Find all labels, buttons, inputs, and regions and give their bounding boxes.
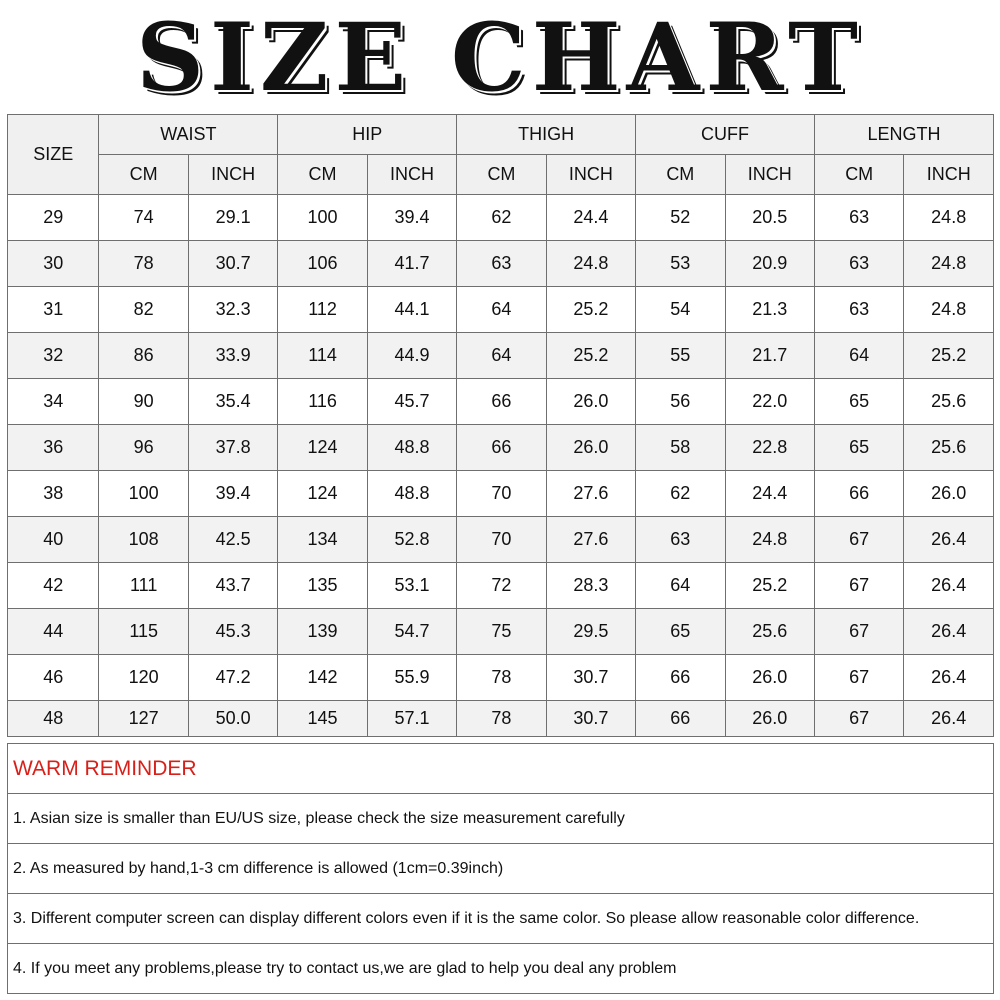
waist-inch-cell: 37.8	[188, 425, 277, 471]
hip-cm-cell: 100	[278, 195, 367, 241]
length-header: LENGTH	[814, 115, 993, 155]
warm-reminder-heading: WARM REMINDER	[8, 744, 994, 794]
size-cell: 46	[8, 655, 99, 701]
thigh-cm-cell: 66	[457, 379, 546, 425]
waist-cm-cell: 100	[99, 471, 188, 517]
cuff-cm-cell: 62	[636, 471, 725, 517]
table-row	[8, 563, 994, 609]
waist-inch-cell: 30.7	[188, 241, 277, 287]
thigh-inch-cell: 30.7	[546, 701, 635, 737]
cuff-inch-cell: 20.9	[725, 241, 814, 287]
thigh-inch-cell: 27.6	[546, 517, 635, 563]
waist-cm-cell: 115	[99, 609, 188, 655]
length-inch-cell: 26.4	[904, 701, 994, 737]
size-cell: 40	[8, 517, 99, 563]
size-cell: 29	[8, 195, 99, 241]
length-inch-cell: 26.4	[904, 563, 994, 609]
length-inch-cell: 25.2	[904, 333, 994, 379]
unit-inch-header: INCH	[546, 155, 635, 195]
hip-inch-cell: 44.9	[367, 333, 456, 379]
hip-inch-cell: 39.4	[367, 195, 456, 241]
hip-cm-cell: 124	[278, 471, 367, 517]
thigh-cm-cell: 66	[457, 425, 546, 471]
hip-inch-cell: 57.1	[367, 701, 456, 737]
cuff-inch-cell: 22.0	[725, 379, 814, 425]
waist-cm-cell: 78	[99, 241, 188, 287]
hip-cm-cell: 114	[278, 333, 367, 379]
thigh-inch-cell: 28.3	[546, 563, 635, 609]
waist-inch-cell: 45.3	[188, 609, 277, 655]
cuff-cm-cell: 66	[636, 701, 725, 737]
hip-cm-cell: 139	[278, 609, 367, 655]
hip-cm-cell: 124	[278, 425, 367, 471]
cuff-inch-cell: 20.5	[725, 195, 814, 241]
table-row	[8, 425, 994, 471]
unit-cm-header: CM	[99, 155, 188, 195]
cuff-cm-cell: 56	[636, 379, 725, 425]
length-cm-cell: 63	[814, 195, 903, 241]
cuff-cm-cell: 53	[636, 241, 725, 287]
length-cm-cell: 67	[814, 701, 903, 737]
waist-inch-cell: 43.7	[188, 563, 277, 609]
reminder-note: 3. Different computer screen can display different colors even if it is the same color. So please allow reasonable color difference.	[8, 894, 994, 944]
hip-inch-cell: 48.8	[367, 425, 456, 471]
size-header: SIZE	[8, 115, 99, 195]
length-cm-cell: 67	[814, 563, 903, 609]
hip-cm-cell: 145	[278, 701, 367, 737]
hip-inch-cell: 55.9	[367, 655, 456, 701]
thigh-cm-cell: 78	[457, 701, 546, 737]
hip-inch-cell: 45.7	[367, 379, 456, 425]
unit-inch-header: INCH	[725, 155, 814, 195]
header-row-units	[8, 155, 994, 195]
cuff-inch-cell: 21.3	[725, 287, 814, 333]
waist-inch-cell: 33.9	[188, 333, 277, 379]
unit-cm-header: CM	[278, 155, 367, 195]
length-cm-cell: 65	[814, 379, 903, 425]
hip-inch-cell: 44.1	[367, 287, 456, 333]
size-cell: 48	[8, 701, 99, 737]
hip-cm-cell: 134	[278, 517, 367, 563]
length-inch-cell: 24.8	[904, 287, 994, 333]
thigh-cm-cell: 64	[457, 333, 546, 379]
cuff-cm-cell: 52	[636, 195, 725, 241]
reminder-table	[7, 743, 994, 994]
cuff-cm-cell: 58	[636, 425, 725, 471]
cuff-inch-cell: 26.0	[725, 655, 814, 701]
waist-inch-cell: 39.4	[188, 471, 277, 517]
length-cm-cell: 64	[814, 333, 903, 379]
waist-cm-cell: 96	[99, 425, 188, 471]
waist-inch-cell: 47.2	[188, 655, 277, 701]
hip-cm-cell: 142	[278, 655, 367, 701]
length-cm-cell: 67	[814, 517, 903, 563]
cuff-cm-cell: 64	[636, 563, 725, 609]
waist-header: WAIST	[99, 115, 278, 155]
size-rows	[8, 195, 994, 737]
thigh-cm-cell: 64	[457, 287, 546, 333]
length-inch-cell: 26.4	[904, 655, 994, 701]
size-cell: 42	[8, 563, 99, 609]
table-row	[8, 701, 994, 737]
length-inch-cell: 25.6	[904, 425, 994, 471]
page-title: SIZE CHART	[136, 3, 864, 113]
waist-inch-cell: 42.5	[188, 517, 277, 563]
thigh-inch-cell: 24.8	[546, 241, 635, 287]
thigh-inch-cell: 26.0	[546, 425, 635, 471]
unit-inch-header: INCH	[188, 155, 277, 195]
length-cm-cell: 63	[814, 287, 903, 333]
hip-inch-cell: 48.8	[367, 471, 456, 517]
thigh-cm-cell: 78	[457, 655, 546, 701]
cuff-inch-cell: 25.2	[725, 563, 814, 609]
cuff-cm-cell: 66	[636, 655, 725, 701]
thigh-cm-cell: 62	[457, 195, 546, 241]
thigh-inch-cell: 29.5	[546, 609, 635, 655]
hip-inch-cell: 54.7	[367, 609, 456, 655]
waist-cm-cell: 120	[99, 655, 188, 701]
length-inch-cell: 26.4	[904, 517, 994, 563]
thigh-inch-cell: 24.4	[546, 195, 635, 241]
thigh-inch-cell: 25.2	[546, 287, 635, 333]
waist-cm-cell: 111	[99, 563, 188, 609]
table-row	[8, 287, 994, 333]
cuff-cm-cell: 63	[636, 517, 725, 563]
thigh-inch-cell: 27.6	[546, 471, 635, 517]
length-inch-cell: 25.6	[904, 379, 994, 425]
length-cm-cell: 63	[814, 241, 903, 287]
hip-header: HIP	[278, 115, 457, 155]
thigh-cm-cell: 75	[457, 609, 546, 655]
waist-cm-cell: 86	[99, 333, 188, 379]
table-row	[8, 609, 994, 655]
hip-inch-cell: 52.8	[367, 517, 456, 563]
thigh-inch-cell: 26.0	[546, 379, 635, 425]
size-cell: 36	[8, 425, 99, 471]
size-cell: 30	[8, 241, 99, 287]
size-cell: 32	[8, 333, 99, 379]
waist-cm-cell: 127	[99, 701, 188, 737]
cuff-cm-cell: 55	[636, 333, 725, 379]
size-cell: 38	[8, 471, 99, 517]
size-cell: 44	[8, 609, 99, 655]
unit-cm-header: CM	[636, 155, 725, 195]
table-row	[8, 379, 994, 425]
unit-inch-header: INCH	[367, 155, 456, 195]
thigh-header: THIGH	[457, 115, 636, 155]
length-inch-cell: 26.4	[904, 609, 994, 655]
reminder-note: 2. As measured by hand,1-3 cm difference is allowed (1cm=0.39inch)	[8, 844, 994, 894]
cuff-inch-cell: 22.8	[725, 425, 814, 471]
cuff-inch-cell: 21.7	[725, 333, 814, 379]
unit-inch-header: INCH	[904, 155, 994, 195]
waist-inch-cell: 50.0	[188, 701, 277, 737]
table-row	[8, 333, 994, 379]
length-cm-cell: 65	[814, 425, 903, 471]
hip-cm-cell: 106	[278, 241, 367, 287]
thigh-cm-cell: 72	[457, 563, 546, 609]
cuff-header: CUFF	[636, 115, 815, 155]
hip-cm-cell: 135	[278, 563, 367, 609]
waist-cm-cell: 108	[99, 517, 188, 563]
hip-inch-cell: 41.7	[367, 241, 456, 287]
cuff-cm-cell: 54	[636, 287, 725, 333]
length-cm-cell: 67	[814, 609, 903, 655]
thigh-cm-cell: 63	[457, 241, 546, 287]
length-inch-cell: 24.8	[904, 195, 994, 241]
table-row	[8, 195, 994, 241]
table-row	[8, 517, 994, 563]
cuff-inch-cell: 24.4	[725, 471, 814, 517]
hip-cm-cell: 116	[278, 379, 367, 425]
waist-cm-cell: 90	[99, 379, 188, 425]
size-chart-table	[7, 114, 994, 737]
unit-cm-header: CM	[457, 155, 546, 195]
size-cell: 34	[8, 379, 99, 425]
waist-inch-cell: 35.4	[188, 379, 277, 425]
reminder-note: 4. If you meet any problems,please try to contact us,we are glad to help you deal any problem	[8, 944, 994, 994]
table-row	[8, 241, 994, 287]
cuff-cm-cell: 65	[636, 609, 725, 655]
waist-cm-cell: 82	[99, 287, 188, 333]
length-inch-cell: 26.0	[904, 471, 994, 517]
table-row	[8, 471, 994, 517]
thigh-cm-cell: 70	[457, 471, 546, 517]
cuff-inch-cell: 25.6	[725, 609, 814, 655]
thigh-inch-cell: 30.7	[546, 655, 635, 701]
waist-inch-cell: 32.3	[188, 287, 277, 333]
size-cell: 31	[8, 287, 99, 333]
cuff-inch-cell: 26.0	[725, 701, 814, 737]
table-row	[8, 655, 994, 701]
header-row-groups	[8, 115, 994, 155]
waist-inch-cell: 29.1	[188, 195, 277, 241]
hip-inch-cell: 53.1	[367, 563, 456, 609]
thigh-cm-cell: 70	[457, 517, 546, 563]
length-inch-cell: 24.8	[904, 241, 994, 287]
cuff-inch-cell: 24.8	[725, 517, 814, 563]
thigh-inch-cell: 25.2	[546, 333, 635, 379]
waist-cm-cell: 74	[99, 195, 188, 241]
reminder-note: 1. Asian size is smaller than EU/US size, please check the size measurement carefully	[8, 794, 994, 844]
hip-cm-cell: 112	[278, 287, 367, 333]
unit-cm-header: CM	[814, 155, 903, 195]
length-cm-cell: 67	[814, 655, 903, 701]
length-cm-cell: 66	[814, 471, 903, 517]
